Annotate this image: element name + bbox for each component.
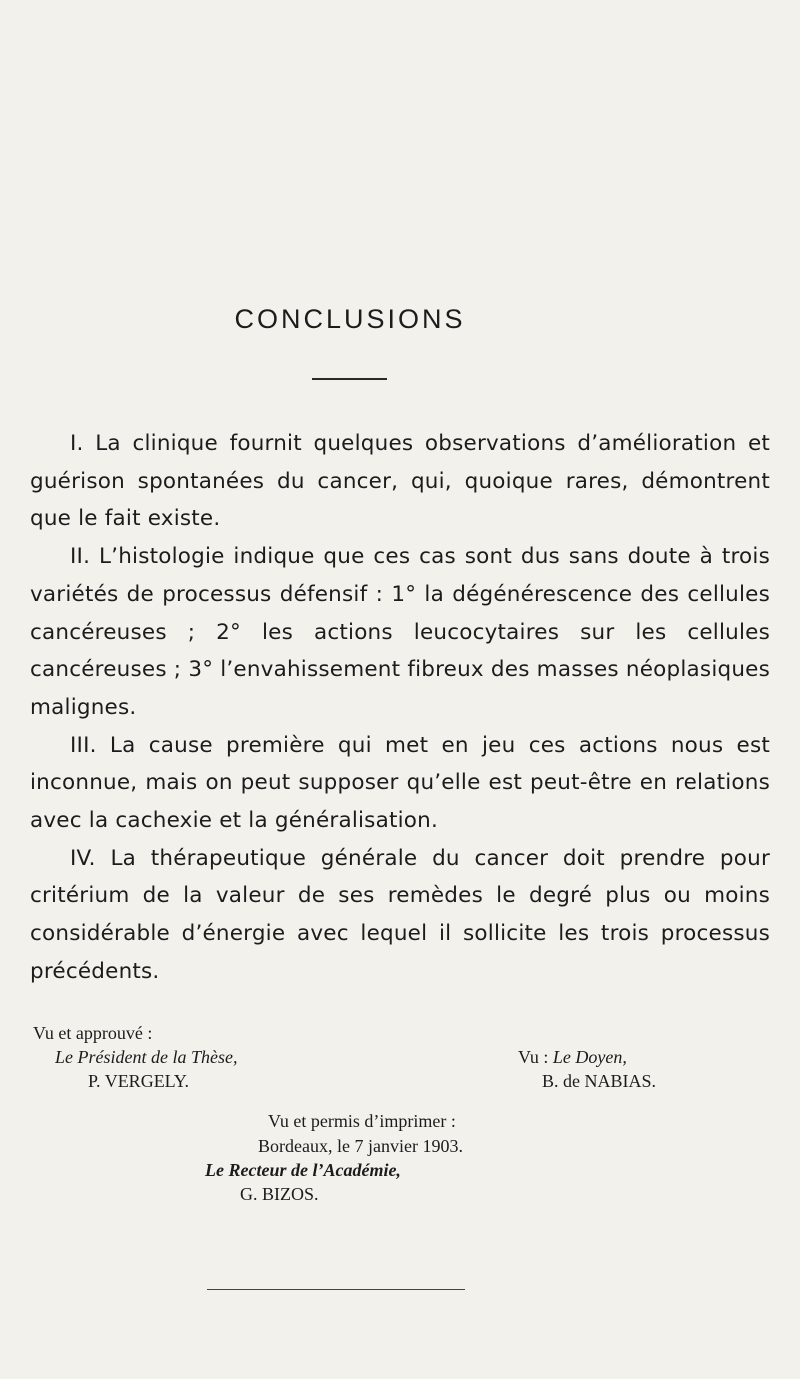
president-title: Le Président de la Thèse,	[55, 1047, 238, 1067]
title-divider	[312, 378, 387, 380]
doyen-vu-prefix: Vu :	[518, 1047, 553, 1067]
bottom-divider	[207, 1289, 465, 1290]
recteur-title: Le Recteur de l’Académie,	[205, 1160, 401, 1180]
approval-label: Vu et approuvé :	[33, 1023, 153, 1043]
president-name: P. VERGELY.	[88, 1071, 190, 1091]
conclusion-paragraph-3: III. La cause première qui met en jeu ces actions nous est inconnue, mais on peut supposer qu’elle est peut-être en relations avec la cachexie et la généralisation.	[30, 732, 770, 834]
doyen-title: Le Doyen,	[552, 1047, 627, 1067]
doyen-approval	[518, 1047, 627, 1068]
recteur-name: G. BIZOS.	[240, 1184, 319, 1204]
conclusions-body	[30, 425, 770, 991]
imprimatur-label: Vu et permis d’imprimer :	[268, 1111, 456, 1131]
page-title: CONCLUSIONS	[234, 304, 466, 334]
conclusion-paragraph-4: IV. La thérapeutique générale du cancer doit prendre pour critérium de la valeur de ses remèdes le degré plus ou moins considérable d’énergie avec lequel il sollicite les trois processus précédents.	[30, 845, 770, 984]
conclusion-paragraph-1: I. La clinique fournit quelques observations d’amélioration et guérison spontanées du cancer, qui, quoique rares, démontrent que le fait existe.	[30, 431, 770, 532]
doyen-name: B. de NABIAS.	[542, 1071, 657, 1091]
conclusion-paragraph-2: II. L’histologie indique que ces cas sont dus sans doute à trois variétés de processus défensif : 1° la dégénérescence des cellules cancéreuses ; 2° les actions leucocytaires sur les cellules cancéreuses ; 3° l’envahissement fibreux des masses néoplasiques malignes.	[30, 544, 770, 720]
imprimatur-date: Bordeaux, le 7 janvier 1903.	[258, 1136, 463, 1156]
